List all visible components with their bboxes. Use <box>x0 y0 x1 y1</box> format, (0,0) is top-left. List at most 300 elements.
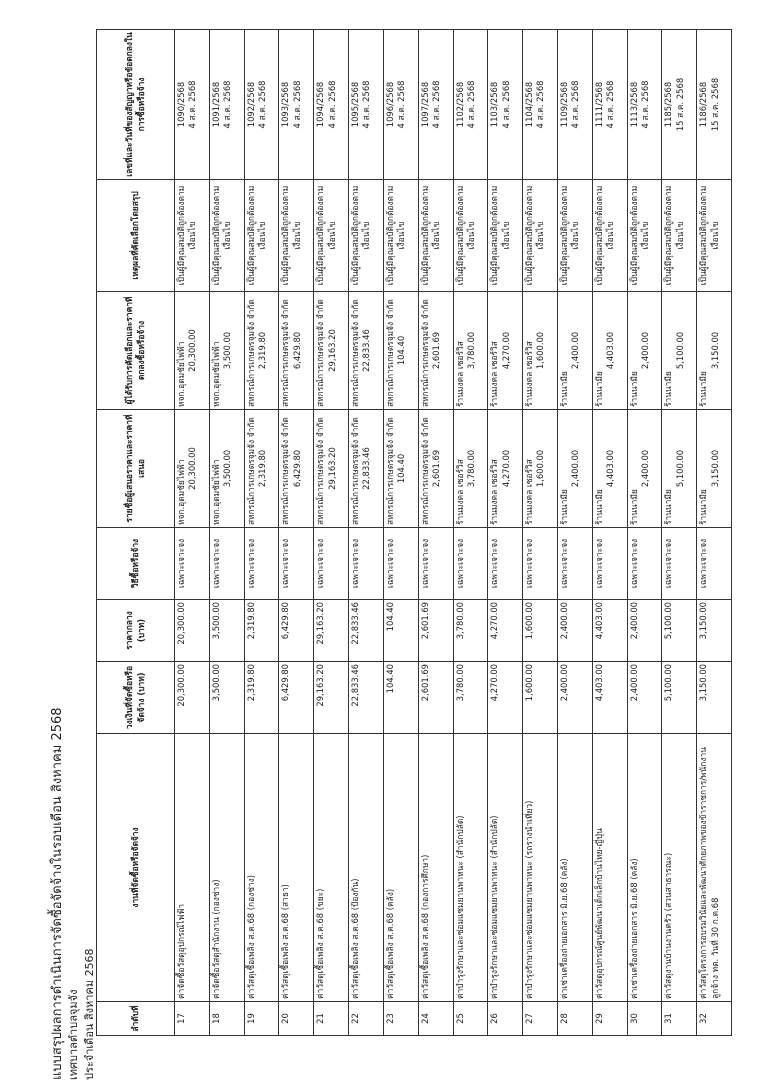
cell-budget <box>175 662 210 734</box>
cell-contract-contract-date: 15 ส.ค. 2568 <box>709 77 720 132</box>
cell-reason <box>349 180 384 292</box>
header-bidders: รายชื่อผู้เสนอราคาและราคาที่เสนอ <box>97 410 175 528</box>
cell-item <box>314 734 349 1002</box>
cell-method <box>488 528 523 600</box>
table-row <box>557 30 592 1036</box>
cell-winner <box>662 292 697 410</box>
report-period: ประจำเดือน สิงหาคม 2568 <box>83 948 96 1080</box>
cell-bidder-bid-price: 2,319.80 <box>256 449 267 488</box>
cell-bidder-bid-price: 29,163.20 <box>326 447 337 490</box>
cell-method <box>592 528 627 600</box>
cell-contract-contract-no: 1093/2568 <box>280 81 291 128</box>
cell-median-median: 2,400.00 <box>628 602 639 640</box>
cell-bidder-bidder: สหกรณ์การเกษตรจุมจัง จำกัด <box>384 417 395 525</box>
cell-item-item: ค่าจัดซื้อวัสดุอุปกรณ์ไฟฟ้า <box>176 903 186 999</box>
cell-contract-contract-no: 1104/2568 <box>524 81 535 128</box>
cell-no <box>627 1002 662 1036</box>
table-row <box>349 30 384 1036</box>
table-body <box>175 30 732 1036</box>
cell-winner-win-price: 2,400.00 <box>570 331 581 370</box>
cell-median-median: 29,163.20 <box>315 602 326 645</box>
cell-bidder-bidder: ร้านมงคล เซอร์วิส <box>454 459 465 525</box>
cell-median <box>627 600 662 662</box>
cell-reason-reason: เป็นผู้มีคุณสมบัติถูกต้องตามเงื่อนไข <box>210 185 233 286</box>
cell-bidder-bidder: ร้านมงคล เซอร์วิส <box>489 459 500 525</box>
table-row <box>627 30 662 1036</box>
cell-winner <box>697 292 732 410</box>
procurement-table <box>96 29 732 1036</box>
table-row <box>662 30 697 1036</box>
cell-winner <box>557 292 592 410</box>
cell-median <box>697 600 732 662</box>
cell-no <box>592 1002 627 1036</box>
cell-budget <box>209 662 244 734</box>
cell-winner <box>209 292 244 410</box>
cell-bidder <box>488 410 523 528</box>
cell-bidder-bid-price: 20,300.00 <box>187 447 198 490</box>
cell-budget-budget: 6,429.80 <box>280 664 291 702</box>
cell-bidder <box>209 410 244 528</box>
cell-reason-reason: เป็นผู้มีคุณสมบัติถูกต้องตามเงื่อนไข <box>628 185 650 286</box>
cell-no <box>488 1002 523 1036</box>
cell-item <box>523 734 558 1002</box>
header-budget: วงเงินที่จัดซื้อหรือจัดจ้าง (บาท) <box>97 662 175 734</box>
cell-method-method: เฉพาะเจาะจง <box>384 538 395 589</box>
cell-item <box>244 734 279 1002</box>
cell-method-method: เฉพาะเจาะจง <box>454 538 465 589</box>
cell-winner-winner: สหกรณ์การเกษตรจุมจัง จำกัด <box>245 299 256 407</box>
cell-item-item: ค่าวัสดุโครงการอบรมวินัยและพัฒนาศักยภาพของข้าราชการ/พนักงานลูกจ้าง ทต. วันที่ 30 ก.ค.68 <box>698 747 720 999</box>
cell-winner-winner: ร้านมงคล เซอร์วิส <box>524 341 535 407</box>
cell-budget-budget: 3,150.00 <box>698 664 709 702</box>
table-header-row <box>97 30 175 1036</box>
cell-contract-contract-no: 1095/2568 <box>350 81 361 128</box>
cell-contract-contract-no: 1113/2568 <box>628 81 639 128</box>
cell-bidder-bid-price: 2,400.00 <box>639 449 650 488</box>
cell-no-no: 24 <box>419 1013 430 1024</box>
cell-method-method: เฉพาะเจาะจง <box>280 538 291 589</box>
cell-bidder-bid-price: 3,150.00 <box>709 449 720 488</box>
cell-bidder-bidder: สหกรณ์การเกษตรจุมจัง จำกัด <box>315 417 326 525</box>
cell-contract-contract-no: 1094/2568 <box>315 81 326 128</box>
cell-budget-budget: 3,500.00 <box>210 664 221 702</box>
cell-winner-win-price: 5,100.00 <box>674 331 685 370</box>
cell-method-method: เฉพาะเจาะจง <box>593 538 604 589</box>
cell-budget-budget: 1,600.00 <box>524 664 535 702</box>
cell-bidder <box>662 410 697 528</box>
cell-budget <box>244 662 279 734</box>
cell-reason-reason: เป็นผู้มีคุณสมบัติถูกต้องตามเงื่อนไข <box>280 185 302 286</box>
cell-method-method: เฉพาะเจาะจง <box>628 538 639 589</box>
table-row <box>592 30 627 1036</box>
cell-no <box>175 1002 210 1036</box>
cell-median <box>349 600 384 662</box>
cell-median <box>523 600 558 662</box>
cell-contract <box>175 30 210 180</box>
cell-reason-reason: เป็นผู้มีคุณสมบัติถูกต้องตามเงื่อนไข <box>663 185 685 286</box>
header-method: วิธีซื้อหรือจ้าง <box>97 528 175 600</box>
cell-winner-winner: ร้านนามีย <box>593 371 604 407</box>
agency-name: เทศบาลตำบลจุมจัง <box>67 989 80 1080</box>
cell-method <box>383 528 418 600</box>
cell-contract-contract-no: 1103/2568 <box>489 81 500 128</box>
cell-contract <box>383 30 418 180</box>
cell-median <box>175 600 210 662</box>
cell-median <box>557 600 592 662</box>
cell-item-item: ค่าวัสดุเชื้อเพลิง ส.ค.68 (สาธา) <box>280 884 291 999</box>
cell-contract <box>209 30 244 180</box>
cell-budget-budget: 104.40 <box>384 664 395 694</box>
cell-item <box>488 734 523 1002</box>
cell-method <box>523 528 558 600</box>
cell-reason <box>418 180 453 292</box>
cell-contract <box>697 30 732 180</box>
cell-budget-budget: 5,100.00 <box>663 664 674 702</box>
cell-method <box>175 528 210 600</box>
cell-winner-winner: ร้านนามีย <box>558 371 569 407</box>
cell-contract-contract-date: 4 ส.ค. 2568 <box>639 80 650 129</box>
table-row <box>453 30 488 1036</box>
cell-budget <box>418 662 453 734</box>
cell-no-no: 29 <box>593 1013 604 1024</box>
cell-median-median: 6,429.80 <box>280 602 291 640</box>
cell-no <box>383 1002 418 1036</box>
cell-item-item: ค่าเช่าเครื่องถ่ายเอกสาร มิ.ย.68 (คลัง) <box>558 858 569 999</box>
cell-winner <box>383 292 418 410</box>
cell-item-item: ค่าวัสดุเชื้อเพลิง ส.ค.68 (กองช่าง) <box>245 875 256 999</box>
cell-bidder-bid-price: 4,403.00 <box>605 449 616 488</box>
cell-bidder-bid-price: 4,270.00 <box>500 449 511 488</box>
cell-winner <box>418 292 453 410</box>
cell-no-no: 20 <box>280 1013 291 1024</box>
cell-method-method: เฉพาะเจาะจง <box>176 538 186 589</box>
cell-item <box>627 734 662 1002</box>
cell-winner <box>279 292 314 410</box>
cell-median-median: 4,270.00 <box>489 602 500 640</box>
cell-item <box>349 734 384 1002</box>
cell-contract-contract-no: 1090/2568 <box>176 81 186 128</box>
cell-bidder-bid-price: 3,500.00 <box>222 449 233 488</box>
cell-item-item: ค่าวัสดุเชื้อเพลิง ส.ค.68 (คลัง) <box>384 888 395 999</box>
cell-median <box>418 600 453 662</box>
cell-median <box>209 600 244 662</box>
cell-method <box>279 528 314 600</box>
cell-median-median: 2,400.00 <box>558 602 569 640</box>
cell-winner <box>627 292 662 410</box>
cell-bidder <box>244 410 279 528</box>
cell-budget-budget: 22,833.46 <box>350 664 361 707</box>
cell-winner <box>175 292 210 410</box>
cell-no <box>523 1002 558 1036</box>
cell-reason <box>592 180 627 292</box>
cell-reason <box>627 180 662 292</box>
cell-item-item: ค่าบำรุงรักษาและซ่อมแซมยานพาหนะ (รถรางนำเที่ยว) <box>524 800 535 999</box>
cell-item <box>697 734 732 1002</box>
cell-bidder <box>523 410 558 528</box>
cell-median-median: 104.40 <box>384 602 395 632</box>
cell-winner-win-price: 4,403.00 <box>605 331 616 370</box>
cell-median-median: 3,500.00 <box>210 602 221 640</box>
cell-contract-contract-date: 4 ส.ค. 2568 <box>535 80 546 129</box>
cell-item <box>662 734 697 1002</box>
cell-contract-contract-no: 1185/2568 <box>663 81 674 128</box>
header-reason: เหตุผลที่คัดเลือกโดยสรุป <box>97 180 175 292</box>
cell-median-median: 3,150.00 <box>698 602 709 640</box>
cell-reason <box>488 180 523 292</box>
cell-method <box>627 528 662 600</box>
cell-winner-win-price: 1,600.00 <box>535 331 546 370</box>
cell-reason-reason: เป็นผู้มีคุณสมบัติถูกต้องตามเงื่อนไข <box>524 185 546 286</box>
cell-winner-winner: สหกรณ์การเกษตรจุมจัง จำกัด <box>280 299 291 407</box>
cell-method-method: เฉพาะเจาะจง <box>663 538 674 589</box>
cell-budget <box>383 662 418 734</box>
cell-method-method: เฉพาะเจาะจง <box>524 538 535 589</box>
cell-reason <box>279 180 314 292</box>
cell-item-item: ค่าบำรุงรักษาและซ่อมแซมยานพาหนะ (สำนักปลัด) <box>489 815 500 999</box>
cell-bidder-bid-price: 2,601.69 <box>431 449 442 488</box>
cell-no <box>314 1002 349 1036</box>
cell-winner-winner: หจก.อุดมชัยไฟฟ้า <box>210 341 221 407</box>
cell-method <box>662 528 697 600</box>
cell-contract-contract-date: 4 ส.ค. 2568 <box>431 80 442 129</box>
table-row <box>383 30 418 1036</box>
cell-median <box>244 600 279 662</box>
cell-budget <box>523 662 558 734</box>
cell-winner-win-price: 3,150.00 <box>709 331 720 370</box>
cell-bidder-bid-price: 1,600.00 <box>535 449 546 488</box>
cell-no <box>209 1002 244 1036</box>
cell-contract-contract-no: 1091/2568 <box>210 81 221 128</box>
cell-no-no: 31 <box>663 1013 674 1024</box>
cell-reason <box>523 180 558 292</box>
cell-reason <box>697 180 732 292</box>
cell-bidder-bidder: ร้านนามีย <box>593 489 604 525</box>
cell-reason-reason: เป็นผู้มีคุณสมบัติถูกต้องตามเงื่อนไข <box>558 185 581 286</box>
cell-method <box>453 528 488 600</box>
cell-bidder-bid-price: 2,400.00 <box>570 449 581 488</box>
cell-budget-budget: 2,400.00 <box>628 664 639 702</box>
cell-no-no: 25 <box>454 1013 465 1024</box>
cell-reason-reason: เป็นผู้มีคุณสมบัติถูกต้องตามเงื่อนไข <box>489 185 511 286</box>
cell-method <box>557 528 592 600</box>
cell-median <box>488 600 523 662</box>
cell-budget-budget: 3,780.00 <box>454 664 465 702</box>
cell-median-median: 2,601.69 <box>419 602 430 640</box>
cell-reason-reason: เป็นผู้มีคุณสมบัติถูกต้องตามเงื่อนไข <box>419 185 442 286</box>
cell-winner-winner: สหกรณ์การเกษตรจุมจัง จำกัด <box>315 299 326 407</box>
cell-contract-contract-no: 1111/2568 <box>593 81 604 128</box>
cell-contract-contract-date: 4 ส.ค. 2568 <box>222 80 233 129</box>
cell-method <box>209 528 244 600</box>
cell-contract-contract-no: 1186/2568 <box>698 81 709 128</box>
cell-method-method: เฉพาะเจาะจง <box>245 538 256 589</box>
cell-no-no: 19 <box>245 1013 256 1024</box>
cell-method-method: เฉพาะเจาะจง <box>210 538 221 589</box>
cell-item <box>279 734 314 1002</box>
cell-reason <box>244 180 279 292</box>
table-row <box>244 30 279 1036</box>
cell-contract <box>418 30 453 180</box>
cell-budget-budget: 20,300.00 <box>176 664 186 707</box>
cell-no-no: 18 <box>210 1013 221 1024</box>
cell-reason <box>314 180 349 292</box>
cell-contract <box>314 30 349 180</box>
cell-item-item: ค่าวัสดุเชื้อเพลิง ส.ค.68 (ป้องกัน) <box>350 878 361 999</box>
cell-median-median: 5,100.00 <box>663 602 674 640</box>
cell-reason <box>557 180 592 292</box>
cell-no <box>662 1002 697 1036</box>
cell-no <box>349 1002 384 1036</box>
cell-bidder-bidder: หจก.อุดมชัยไฟฟ้า <box>210 459 221 525</box>
cell-contract <box>349 30 384 180</box>
cell-bidder-bidder: สหกรณ์การเกษตรจุมจัง จำกัด <box>350 417 361 525</box>
cell-bidder <box>349 410 384 528</box>
cell-method <box>244 528 279 600</box>
cell-method-method: เฉพาะเจาะจง <box>558 538 569 589</box>
cell-winner <box>244 292 279 410</box>
table-row <box>209 30 244 1036</box>
cell-bidder <box>314 410 349 528</box>
cell-winner-win-price: 2,400.00 <box>639 331 650 370</box>
cell-bidder-bidder: สหกรณ์การเกษตรจุมจัง จำกัด <box>280 417 291 525</box>
cell-contract <box>488 30 523 180</box>
cell-median <box>314 600 349 662</box>
cell-median <box>662 600 697 662</box>
cell-median-median: 22,833.46 <box>350 602 361 645</box>
cell-no-no: 26 <box>489 1013 500 1024</box>
cell-no-no: 30 <box>628 1013 639 1024</box>
cell-budget-budget: 4,403.00 <box>593 664 604 702</box>
cell-item-item: ค่าวัสดุเชื้อเพลิง ส.ค.68 (ขยะ) <box>315 888 326 999</box>
cell-bidder-bid-price: 6,429.80 <box>291 449 302 488</box>
cell-item <box>383 734 418 1002</box>
cell-median-median: 3,780.00 <box>454 602 465 640</box>
cell-item-item: ค่าจัดซื้อวัสดุสำนักงาน (กองช่าง) <box>210 879 221 999</box>
cell-contract-contract-date: 4 ส.ค. 2568 <box>326 80 337 129</box>
cell-reason-reason: เป็นผู้มีคุณสมบัติถูกต้องตามเงื่อนไข <box>315 185 337 286</box>
cell-item-item: ค่าเช่าเครื่องถ่ายเอกสาร มิ.ย.68 (คลัง) <box>628 858 639 999</box>
cell-winner <box>488 292 523 410</box>
cell-contract <box>244 30 279 180</box>
cell-winner-win-price: 104.40 <box>396 335 407 366</box>
cell-budget <box>453 662 488 734</box>
cell-bidder-bidder: ร้านนามีย <box>628 489 639 525</box>
cell-contract-contract-date: 4 ส.ค. 2568 <box>570 80 581 129</box>
cell-reason-reason: เป็นผู้มีคุณสมบัติถูกต้องตามเงื่อนไข <box>698 185 720 286</box>
cell-budget-budget: 2,601.69 <box>419 664 430 702</box>
cell-contract-contract-date: 4 ส.ค. 2568 <box>291 80 302 129</box>
cell-budget <box>314 662 349 734</box>
cell-budget-budget: 2,319.80 <box>245 664 256 702</box>
cell-winner-win-price: 29,163.20 <box>326 329 337 372</box>
cell-method-method: เฉพาะเจาะจง <box>489 538 500 589</box>
cell-contract-contract-date: 4 ส.ค. 2568 <box>605 80 616 129</box>
cell-bidder <box>592 410 627 528</box>
cell-bidder <box>279 410 314 528</box>
cell-bidder-bid-price: 3,780.00 <box>465 449 476 488</box>
cell-winner-winner: ร้านนามีย <box>698 371 709 407</box>
cell-contract-contract-date: 4 ส.ค. 2568 <box>465 80 476 129</box>
cell-contract-contract-date: 4 ส.ค. 2568 <box>396 80 407 129</box>
cell-reason-reason: เป็นผู้มีคุณสมบัติถูกต้องตามเงื่อนไข <box>593 185 616 286</box>
cell-median <box>592 600 627 662</box>
cell-no <box>418 1002 453 1036</box>
cell-bidder-bidder: ร้านมงคล เซอร์วิส <box>524 459 535 525</box>
cell-contract-contract-no: 1092/2568 <box>245 81 256 128</box>
cell-reason-reason: เป็นผู้มีคุณสมบัติถูกต้องตามเงื่อนไข <box>350 185 372 286</box>
cell-median-median: 1,600.00 <box>524 602 535 640</box>
document-title: แบบสรุปผลการดำเนินการจัดซื้อจัดจ้างในรอบเดือน สิงหาคม 2568 <box>50 707 65 1080</box>
cell-reason <box>453 180 488 292</box>
cell-bidder <box>383 410 418 528</box>
cell-reason <box>662 180 697 292</box>
header-contract: เลขที่และวันที่ของสัญญาหรือข้อตกลงในการซื้อหรือจ้าง <box>97 30 175 180</box>
cell-no-no: 32 <box>698 1013 709 1024</box>
cell-contract-contract-no: 1096/2568 <box>384 81 395 128</box>
cell-item-item: ค่าวัสดุเชื้อเพลิง ส.ค.68 (กองการศึกษา) <box>419 854 430 999</box>
cell-reason <box>209 180 244 292</box>
cell-no-no: 17 <box>176 1013 186 1024</box>
cell-no <box>244 1002 279 1036</box>
cell-budget <box>662 662 697 734</box>
header-no: ลำดับที่ <box>97 1002 175 1036</box>
cell-contract <box>592 30 627 180</box>
cell-bidder-bid-price: 104.40 <box>396 453 407 484</box>
table-row <box>314 30 349 1036</box>
cell-winner-winner: หจก.อุดมชัยไฟฟ้า <box>176 341 186 407</box>
cell-bidder-bidder: สหกรณ์การเกษตรจุมจัง จำกัด <box>245 417 256 525</box>
cell-contract-contract-no: 1102/2568 <box>454 81 465 128</box>
cell-item <box>557 734 592 1002</box>
cell-item-item: ค่าบำรุงรักษาและซ่อมแซมยานพาหนะ (สำนักปลัด) <box>454 815 465 999</box>
table-row <box>418 30 453 1036</box>
cell-reason <box>175 180 210 292</box>
cell-item <box>592 734 627 1002</box>
cell-method-method: เฉพาะเจาะจง <box>419 538 430 589</box>
cell-budget <box>627 662 662 734</box>
cell-method-method: เฉพาะเจาะจง <box>350 538 361 589</box>
cell-budget-budget: 2,400.00 <box>558 664 569 702</box>
cell-bidder-bidder: ร้านนามีย <box>663 489 674 525</box>
cell-median-median: 2,319.80 <box>245 602 256 640</box>
header-median: ราคากลาง (บาท) <box>97 600 175 662</box>
table-row <box>175 30 210 1036</box>
header-item: งานที่จัดซื้อหรือจัดจ้าง <box>97 734 175 1002</box>
cell-method-method: เฉพาะเจาะจง <box>315 538 326 589</box>
cell-budget <box>592 662 627 734</box>
cell-bidder <box>453 410 488 528</box>
cell-winner-winner: ร้านมงคล เซอร์วิส <box>489 341 500 407</box>
cell-no-no: 28 <box>558 1013 569 1024</box>
cell-winner-winner: ร้านนามีย <box>663 371 674 407</box>
cell-contract <box>279 30 314 180</box>
cell-winner-winner: ร้านมงคล เซอร์วิส <box>454 341 465 407</box>
cell-contract-contract-date: 4 ส.ค. 2568 <box>361 80 372 129</box>
cell-contract-contract-date: 4 ส.ค. 2568 <box>256 80 267 129</box>
cell-winner-win-price: 22,833.46 <box>361 329 372 372</box>
cell-median <box>279 600 314 662</box>
cell-winner <box>592 292 627 410</box>
cell-median <box>383 600 418 662</box>
cell-contract <box>523 30 558 180</box>
cell-item <box>418 734 453 1002</box>
cell-bidder-bidder: สหกรณ์การเกษตรจุมจัง จำกัด <box>419 417 430 525</box>
cell-no-no: 27 <box>524 1013 535 1024</box>
cell-no-no: 22 <box>350 1013 361 1024</box>
cell-winner-win-price: 6,429.80 <box>291 331 302 370</box>
cell-contract <box>557 30 592 180</box>
cell-winner <box>453 292 488 410</box>
